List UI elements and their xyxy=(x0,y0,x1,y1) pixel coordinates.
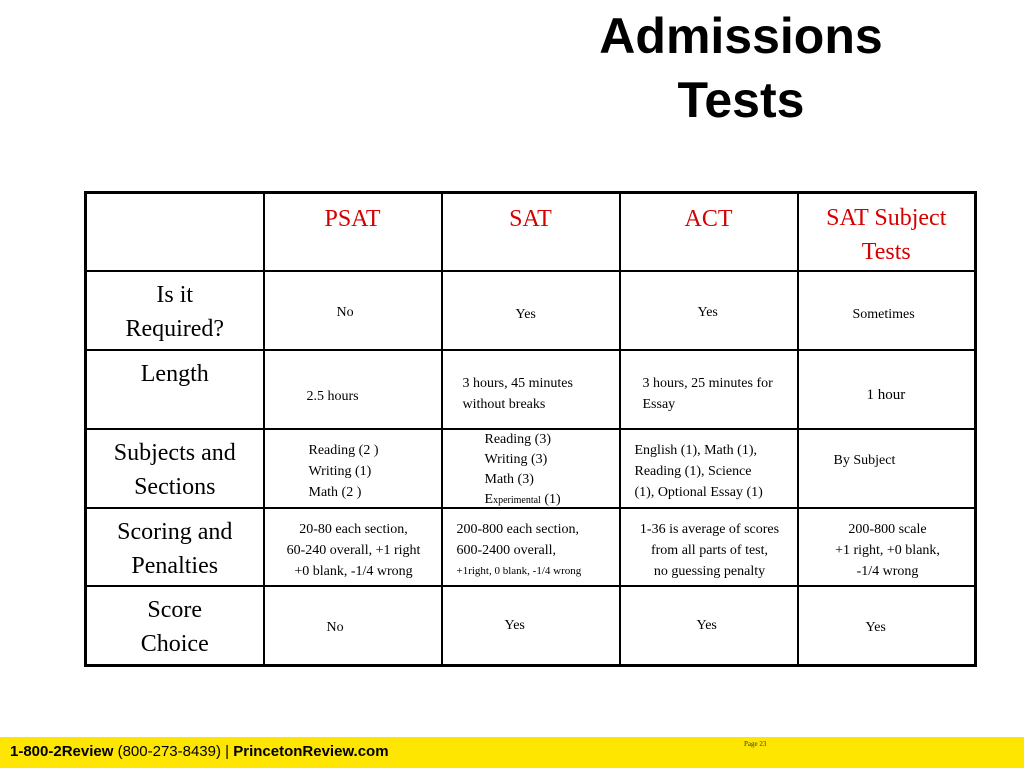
header-row xyxy=(86,193,976,272)
table-cell: Yes xyxy=(798,586,976,665)
column-header-psat: PSAT xyxy=(264,193,442,272)
cell-line: +1 right, +0 blank, xyxy=(835,542,940,558)
cell-line: 60-240 overall, +1 right xyxy=(286,542,421,558)
cell-line: Math (2 ) xyxy=(308,484,362,500)
cell-line: Reading (3) xyxy=(484,431,551,447)
cell-line: from all parts of test, xyxy=(650,542,769,558)
table-row xyxy=(86,508,976,587)
page-number: Page 23 xyxy=(744,740,767,748)
row-label-length: Length xyxy=(86,350,264,429)
table-cell: No xyxy=(264,586,442,665)
table-cell xyxy=(620,508,798,587)
cell-line: Reading (2 ) xyxy=(308,442,379,458)
table-row xyxy=(86,586,976,665)
cell-line: 20-80 each section, xyxy=(299,521,408,537)
title-line-2: Tests xyxy=(677,72,805,128)
table-row xyxy=(86,429,976,508)
phone-label: 1-800-2Review xyxy=(10,743,114,760)
table-cell: 3 hours, 45 minutes without breaks xyxy=(442,350,620,429)
table-cell: Yes xyxy=(442,586,620,665)
cell-line: English (1), Math (1), xyxy=(634,442,757,458)
page-title xyxy=(560,4,922,132)
cell-line: -1/4 wrong xyxy=(856,563,919,579)
table-cell: Yes xyxy=(442,271,620,350)
footer-bar xyxy=(0,737,1024,768)
cell-line: Math (3) xyxy=(484,471,534,487)
table-cell: Yes xyxy=(620,586,798,665)
table-cell xyxy=(798,429,976,508)
phone-number: (800-273-8439) xyxy=(117,743,221,760)
footer-contact xyxy=(10,743,389,760)
cell-line: +0 blank, -1/4 wrong xyxy=(294,563,413,579)
cell-line: 600-2400 overall, xyxy=(456,542,557,558)
table-cell xyxy=(442,508,620,587)
column-header-act: ACT xyxy=(620,193,798,272)
cell-line: (1), Optional Essay (1) xyxy=(634,484,763,500)
footer-separator: | xyxy=(225,743,230,760)
cell-line: 1-36 is average of scores xyxy=(639,521,780,537)
cell-line: +1right, 0 blank, -1/4 wrong xyxy=(456,564,582,577)
cell-line: no guessing penalty xyxy=(653,563,766,579)
row-label-required: Is it Required? xyxy=(86,271,264,350)
cell-line: 200-800 each section, xyxy=(456,521,579,537)
cell-line: By Subject xyxy=(833,452,896,468)
comparison-table xyxy=(84,191,977,667)
cell-line: Reading (1), Science xyxy=(634,463,752,479)
cell-line: 200-800 scale xyxy=(848,521,927,537)
title-line-1: Admissions xyxy=(599,8,883,64)
row-label-score-choice: Score Choice xyxy=(86,586,264,665)
table-cell: Sometimes xyxy=(798,271,976,350)
table-cell: 3 hours, 25 minutes for Essay xyxy=(620,350,798,429)
table-row xyxy=(86,271,976,350)
row-label-scoring: Scoring and Penalties xyxy=(86,508,264,587)
table-cell: 2.5 hours xyxy=(264,350,442,429)
table-cell xyxy=(264,508,442,587)
table-cell: Yes xyxy=(620,271,798,350)
table-cell xyxy=(620,429,798,508)
column-header-sat-subject: SAT Subject Tests xyxy=(798,193,976,272)
corner-cell xyxy=(86,193,264,272)
website-link[interactable]: PrincetonReview.com xyxy=(233,743,389,760)
table-cell: No xyxy=(264,271,442,350)
table-cell: 1 hour xyxy=(798,350,976,429)
table-cell xyxy=(264,429,442,508)
row-label-subjects: Subjects and Sections xyxy=(86,429,264,508)
cell-line: Experimental (1) xyxy=(484,491,561,507)
table-row xyxy=(86,350,976,429)
table-cell xyxy=(798,508,976,587)
cell-line: Writing (1) xyxy=(308,463,372,479)
cell-line: Writing (3) xyxy=(484,451,548,467)
table-cell xyxy=(442,429,620,508)
column-header-sat: SAT xyxy=(442,193,620,272)
